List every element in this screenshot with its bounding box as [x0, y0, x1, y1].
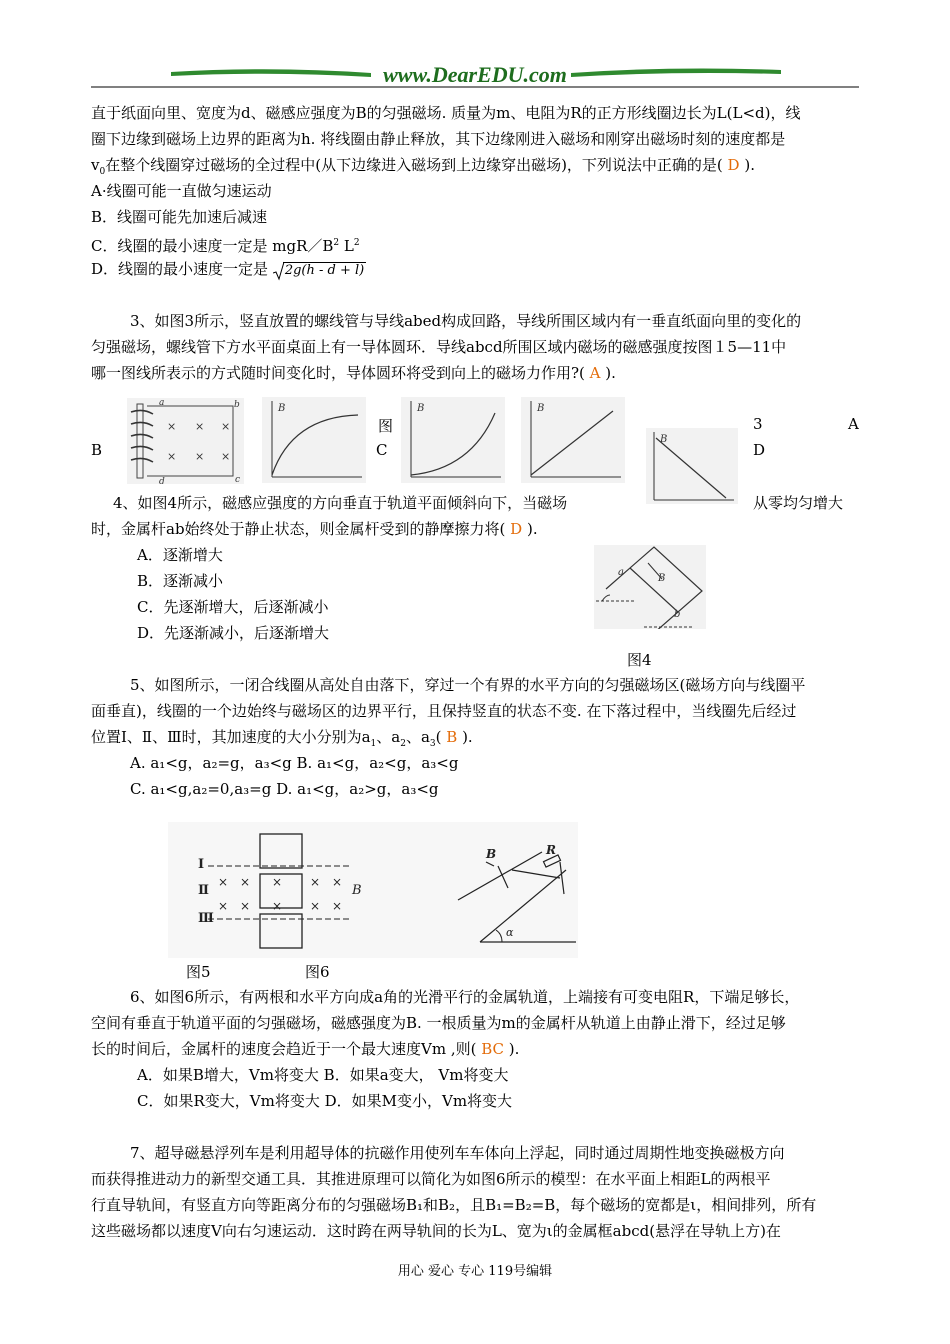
q2-opt-c-text: C．线圈的最小速度一定是 mgR／B	[91, 237, 334, 255]
q3-label-b: B	[91, 441, 103, 459]
q3-line-3	[91, 363, 616, 383]
graph-line-falling	[646, 428, 738, 504]
svg-text:×: ×	[332, 875, 343, 889]
q2-line-2: 圈下边缘到磁场上边界的距离为h. 将线圈由静止释放，其下边缘刚进入磁场和刚穿出磁场时刻的速度都是	[91, 130, 786, 148]
site-logo-text: www.DearEDU.com	[383, 62, 567, 87]
svg-text:×: ×	[240, 875, 251, 889]
q5-answer: B	[441, 728, 463, 746]
q2-v-sub: 0	[99, 167, 106, 177]
q4-figure-label: 图4	[627, 651, 652, 669]
svg-text:×: ×	[272, 899, 283, 913]
svg-text:×: ×	[195, 420, 205, 433]
q3-label-3: 3	[753, 415, 763, 433]
svg-text:×: ×	[167, 450, 177, 463]
q3-stem: 哪一图线所表示的方式随时间变化时，导体圆环将受到向上的磁场力作用?(	[91, 364, 585, 382]
q4-option-c: C．先逐渐增大，后逐渐减小	[137, 598, 329, 616]
q5-sub2: 2	[400, 739, 406, 749]
svg-text:×: ×	[221, 450, 231, 463]
q2-answer: D	[722, 156, 745, 174]
q5-open: (	[435, 728, 442, 746]
q6-options-row-1: A．如果B增大，Vm将变大 B．如果a变大， Vm将变大	[137, 1066, 509, 1084]
q5-line-2: 面垂直)，线圈的一个边始终与磁场区的边界平行，且保持竖直的状态不变. 在下落过程中，当线圈先后经过	[91, 702, 797, 720]
q2-line-1: 直于纸面向里、宽度为d、磁感应强度为B的匀强磁场. 质量为m、电阻为R的正方形线圈边长为L(L<d)，线	[91, 104, 801, 122]
q3-line-1: 3、如图3所示，竖直放置的螺线管与导线abed构成回路，导线所围区域内有一垂直纸面向里的变化的	[130, 312, 802, 330]
fig4-label-a: a	[618, 567, 624, 578]
q7-line-4: 这些磁场都以速度V向右匀速运动．这时跨在两导轨间的长为L、宽为ι的金属框abcd(悬浮在导轨上方)在	[91, 1222, 781, 1240]
svg-text:×: ×	[272, 875, 283, 889]
q5-a3: 、a	[405, 728, 430, 746]
svg-text:×: ×	[221, 420, 231, 433]
graph-c-axis-b: B	[417, 403, 425, 414]
graph-e-axis-b: B	[660, 434, 668, 445]
q5-fig6-label: 图6	[305, 963, 330, 981]
q3-graph-d	[521, 397, 625, 483]
page-footer: 用心 爱心 专心 119号编辑	[397, 1264, 553, 1279]
svg-text:×: ×	[218, 899, 229, 913]
svg-text:×: ×	[310, 875, 321, 889]
q2-close: ).	[744, 156, 755, 174]
q4-line-2	[91, 519, 538, 539]
q4-stem: 时，金属杆ab始终处于静止状态，则金属杆受到的静摩擦力将(	[91, 520, 506, 538]
q5-close: ).	[462, 728, 473, 746]
q5-line-1: 5、如图所示，一闭合线圈从高处自由落下，穿过一个有界的水平方向的匀强磁场区(磁场方向与线圈平	[130, 676, 806, 694]
fig4-label-b-field: B	[658, 573, 666, 584]
q4-line-1b: 从零均匀增大	[753, 494, 844, 512]
q2-opt-c-sup1: 2	[333, 238, 340, 248]
q4-option-b: B．逐渐减小	[137, 572, 224, 590]
q4-option-a: A．逐渐增大	[137, 546, 223, 564]
solenoid-circuit-diagram	[127, 398, 244, 484]
q5-sub3: 3	[429, 739, 436, 749]
q5-line-3	[91, 727, 473, 754]
svg-text:×: ×	[240, 899, 251, 913]
q3-label-d: D	[753, 441, 766, 459]
q4-answer: D	[505, 520, 527, 538]
header-banner	[91, 62, 859, 92]
q2-option-b: B．线圈可能先加速后减速	[91, 208, 268, 226]
inclined-rails-diagram	[594, 545, 706, 629]
q3-graph-e	[646, 428, 738, 504]
q6-answer: BC	[476, 1040, 509, 1058]
q7-line-2: 而获得推进动力的新型交通工具．其推进原理可以简化为如图6所示的模型：在水平面上相距L的两根平	[91, 1170, 771, 1188]
q5-a2: 、a	[376, 728, 401, 746]
q2-v: v	[91, 156, 100, 174]
q6-options-row-2: C．如果R变大，Vm将变大 D．如果M变小，Vm将变大	[137, 1092, 513, 1110]
q6-line-3	[91, 1039, 519, 1059]
q5-sub1: 1	[370, 739, 377, 749]
graph-line-rising	[521, 397, 625, 483]
q6-line-2: 空间有垂直于轨道平面的匀强磁场，磁感强度为B. 一根质量为m的金属杆从轨道上由静止滑下，经过足够	[91, 1014, 786, 1032]
fig3-label-a: a	[159, 398, 165, 408]
fig5-row-ii: Ⅱ	[198, 883, 209, 898]
q6-stem: 长的时间后，金属杆的速度会趋近于一个最大速度Vm ,则(	[91, 1040, 477, 1058]
q6-line-1: 6、如图6所示，有两根和水平方向成a角的光滑平行的金属轨道，上端接有可变电阻R，下端足够长，	[130, 988, 800, 1006]
q3-solenoid-figure	[127, 398, 244, 484]
fig6-label-r: R	[546, 843, 556, 857]
q2-option-c	[91, 233, 360, 256]
fig5-row-i: Ⅰ	[198, 857, 205, 872]
q5-fig5-figure	[168, 822, 578, 958]
falling-coil-and-rails-diagram	[168, 822, 578, 958]
sqrt-radicand: 2g(h - d + l)	[284, 263, 365, 278]
fig6-label-b: B	[486, 847, 497, 861]
q3-label-tu: 图	[378, 417, 394, 435]
graph-curve-growing	[401, 397, 505, 483]
q2-stem: 在整个线圈穿过磁场的全过程中(从下边缘进入磁场到上边缘穿出磁场)，下列说法中正确的是(	[105, 156, 723, 174]
q2-opt-d-text: D．线圈的最小速度一定是	[91, 260, 269, 278]
graph-a-axis-b: B	[278, 403, 286, 414]
svg-text:×: ×	[167, 420, 177, 433]
q3-close: ).	[605, 364, 616, 382]
svg-text:×: ×	[332, 899, 343, 913]
q2-option-a: A·线圈可能一直做匀速运动	[91, 182, 272, 200]
q5-options-row-1: A. a₁<g，a₂=g，a₃<g B. a₁<g，a₂<g，a₃<g	[130, 754, 459, 772]
q3-label-a: A	[848, 415, 859, 433]
fig5-label-b: B	[352, 883, 362, 898]
fig5-row-iii: Ⅲ	[198, 911, 214, 926]
q2-opt-c-mid: L	[339, 237, 354, 255]
q5-stem: 位置Ⅰ、Ⅱ、Ⅲ时，其加速度的大小分别为a	[91, 728, 371, 746]
graph-curve-saturating	[262, 397, 366, 483]
fig3-label-b: b	[234, 400, 240, 410]
fig4-label-b: b	[674, 609, 681, 620]
sqrt-sign-icon	[273, 261, 285, 281]
q4-close: ).	[526, 520, 538, 538]
q5-options-row-2: C. a₁<g,a₂=0,a₃=g D. a₁<g，a₂>g，a₃<g	[130, 780, 439, 798]
q2-option-d	[91, 259, 366, 281]
svg-text:×: ×	[218, 875, 229, 889]
q4-line-1a: 4、如图4所示，磁感应强度的方向垂直于轨道平面倾斜向下，当磁场	[113, 494, 568, 512]
q5-fig5-label: 图5	[186, 963, 211, 981]
q3-label-c: C	[376, 441, 388, 459]
svg-text:×: ×	[195, 450, 205, 463]
q3-line-2: 匀强磁场，螺线管下方水平面桌面上有一导体圆环．导线abcd所围区域内磁场的磁感强度按图１5—11中	[91, 338, 787, 356]
q4-option-d: D．先逐渐减小，后逐渐增大	[137, 624, 330, 642]
q3-graph-c	[401, 397, 505, 483]
q7-line-3: 行直导轨间，有竖直方向等距离分布的匀强磁场B₁和B₂，且B₁=B₂=B，每个磁场的宽都是ι，相间排列，所有	[91, 1196, 817, 1214]
fig6-label-alpha: α	[506, 926, 514, 939]
q4-incline-figure	[594, 545, 706, 629]
graph-d-axis-b: B	[537, 403, 545, 414]
q2-opt-c-sup2: 2	[353, 238, 360, 248]
fig3-label-d: d	[159, 477, 165, 484]
q7-line-1: 7、超导磁悬浮列车是利用超导体的抗磁作用使列车车体向上浮起，同时通过周期性地变换磁极方向	[130, 1144, 785, 1162]
q6-close: ).	[508, 1040, 520, 1058]
sqrt-formula	[273, 261, 366, 281]
q3-graph-a	[262, 397, 366, 483]
q2-line-3	[91, 155, 755, 182]
svg-text:×: ×	[310, 899, 321, 913]
fig3-label-c: c	[235, 475, 241, 484]
q3-answer: A	[584, 364, 606, 382]
